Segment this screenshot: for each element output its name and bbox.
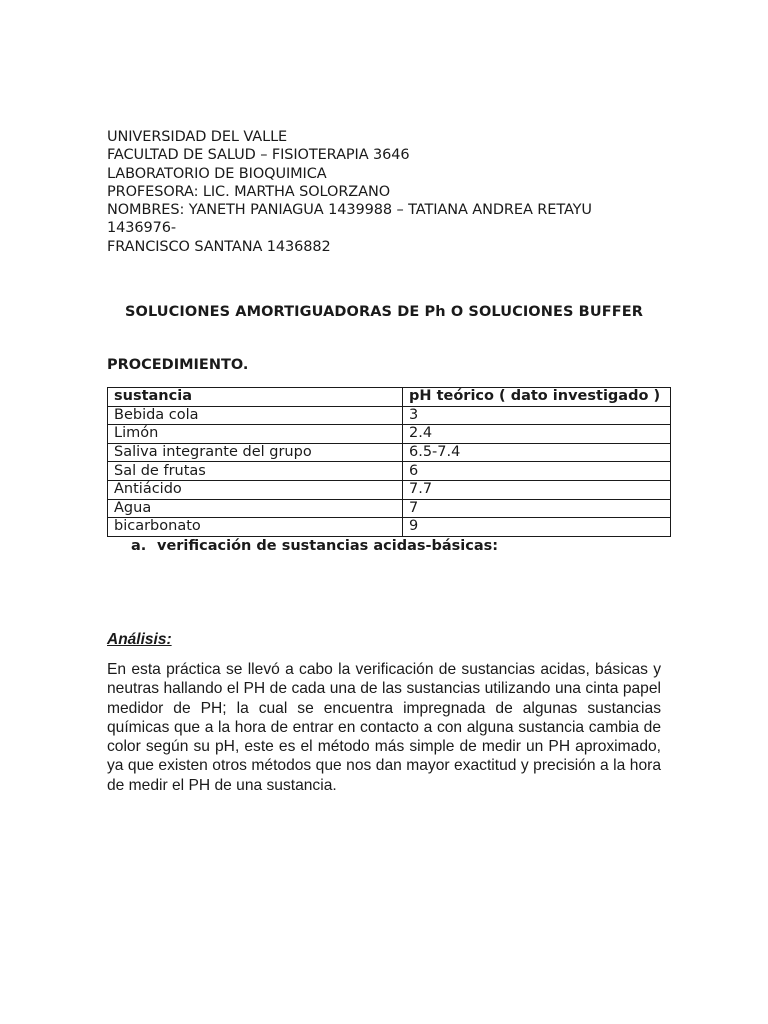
ph-cell: 9 <box>403 518 671 537</box>
ph-cell: 6 <box>403 462 671 481</box>
document-title: SOLUCIONES AMORTIGUADORAS DE Ph O SOLUCIONES BUFFER <box>125 304 643 320</box>
header-names-third: FRANCISCO SANTANA 1436882 <box>107 238 331 255</box>
list-item <box>131 538 498 554</box>
analysis-paragraph: En esta práctica se llevó a cabo la verificación de sustancias acidas, básicas y neutras hallando el PH de cada una de las sustancias utilizando una cinta papel medidor de PH; la cual se encuentra impregnada de algunas sustancias químicas que a la hora de entrar en contacto a con alguna sustancia cambia de color según su pH, este es el método más simple de medir un PH aproximado, ya que existen otros métodos que nos dan mayor exactitud y precisión a la hora de medir el PH de una sustancia. <box>107 661 661 794</box>
header-names-continued: 1436976- <box>107 220 177 237</box>
table-row <box>108 480 671 499</box>
analysis-heading: Análisis: <box>107 631 172 648</box>
table-row <box>108 462 671 481</box>
column-header-ph: pH teórico ( dato investigado ) <box>403 388 671 407</box>
header-names: NOMBRES: YANETH PANIAGUA 1439988 – TATIANA ANDREA RETAYU <box>107 202 592 219</box>
ph-cell: 6.5-7.4 <box>403 443 671 462</box>
document-header <box>107 128 667 256</box>
header-professor: PROFESORA: LIC. MARTHA SOLORZANO <box>107 183 391 200</box>
table-header-row <box>108 388 671 407</box>
substance-cell: bicarbonato <box>108 518 403 537</box>
procedure-heading: PROCEDIMIENTO. <box>107 357 249 373</box>
ph-cell: 7 <box>403 499 671 518</box>
table-row <box>108 406 671 425</box>
header-university: UNIVERSIDAD DEL VALLE <box>107 129 288 145</box>
ph-cell: 7.7 <box>403 480 671 499</box>
substance-cell: Bebida cola <box>108 406 403 425</box>
table-row <box>108 425 671 444</box>
ph-table <box>107 387 671 537</box>
header-laboratory: LABORATORIO DE BIOQUIMICA <box>107 165 327 182</box>
list-item-text: verificación de sustancias acidas-básicas: <box>157 538 499 554</box>
table-row <box>108 443 671 462</box>
substance-cell: Agua <box>108 499 403 518</box>
substance-cell: Saliva integrante del grupo <box>108 443 403 462</box>
substance-cell: Limón <box>108 425 403 444</box>
ph-cell: 2.4 <box>403 425 671 444</box>
substance-cell: Sal de frutas <box>108 462 403 481</box>
column-header-substance: sustancia <box>108 388 403 407</box>
list-marker: a. <box>131 538 147 554</box>
ph-cell: 3 <box>403 406 671 425</box>
header-faculty: FACULTAD DE SALUD – FISIOTERAPIA 3646 <box>107 147 410 164</box>
table-row <box>108 499 671 518</box>
substance-cell: Antiácido <box>108 480 403 499</box>
table-row <box>108 518 671 537</box>
